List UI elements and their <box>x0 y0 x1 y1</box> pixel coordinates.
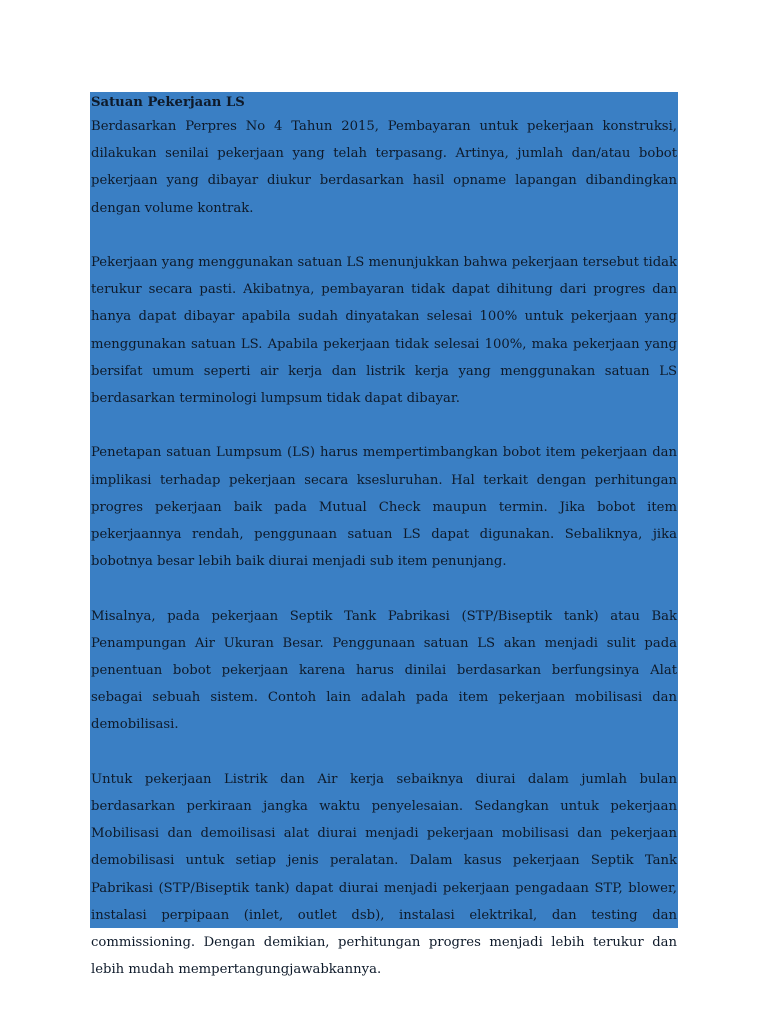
document-body <box>91 93 677 983</box>
paragraph-1: Berdasarkan Perpres No 4 Tahun 2015, Pembayaran untuk pekerjaan konstruksi, dilakukan senilai pekerjaan yang telah terpasang. Artinya, jumlah dan/atau bobot pekerjaan yang dibayar diukur berdasarkan hasil opname lapangan dibandingkan dengan volume kontrak. <box>91 119 677 216</box>
paragraph-4: Misalnya, pada pekerjaan Septik Tank Pabrikasi (STP/Biseptik tank) atau Bak Penampungan Air Ukuran Besar. Penggunaan satuan LS akan menjadi sulit pada penentuan bobot pekerjaan karena harus dinilai berdasarkan berfungsinya Alat sebagai sebuah sistem. Contoh lain adalah pada item pekerjaan mobilisasi dan demobilisasi. <box>91 608 677 733</box>
paragraph-5: Untuk pekerjaan Listrik dan Air kerja sebaiknya diurai dalam jumlah bulan berdasarkan perkiraan jangka waktu penyelesaian. Sedangkan untuk pekerjaan Mobilisasi dan demoilisasi alat diurai menjadi pekerjaan mobilisasi dan pekerjaan demobilisasi untuk setiap jenis peralatan. Dalam kasus pekerjaan Septik Tank Pabrikasi (STP/Biseptik tank) dapat diurai menjadi pekerjaan pengadaan STP, blower, instalasi perpipaan (inlet, outlet dsb), instalasi elektrikal, dan testing dan commissioning. Dengan demikian, perhitungan progres menjadi lebih terukur dan lebih mudah mempertangungjawabkannya. <box>91 771 677 978</box>
paragraph-2: Pekerjaan yang menggunakan satuan LS menunjukkan bahwa pekerjaan tersebut tidak terukur secara pasti. Akibatnya, pembayaran tidak dapat dihitung dari progres dan hanya dapat dibayar apabila sudah dinyatakan selesai 100% untuk pekerjaan yang menggunakan satuan LS. Apabila pekerjaan tidak selesai 100%, maka pekerjaan yang bersifat umum seperti air kerja dan listrik kerja yang menggunakan satuan LS berdasarkan terminologi lumpsum tidak dapat dibayar. <box>91 255 677 407</box>
document-title: Satuan Pekerjaan LS <box>91 95 245 110</box>
paragraph-3: Penetapan satuan Lumpsum (LS) harus mempertimbangkan bobot item pekerjaan dan implikasi terhadap pekerjaan secara ksesluruhan. Hal terkait dengan perhitungan progres pekerjaan baik pada Mutual Check maupun termin. Jika bobot item pekerjaannya rendah, penggunaan satuan LS dapat digunakan. Sebaliknya, jika bobotnya besar lebih baik diurai menjadi sub item penunjang. <box>91 445 677 570</box>
